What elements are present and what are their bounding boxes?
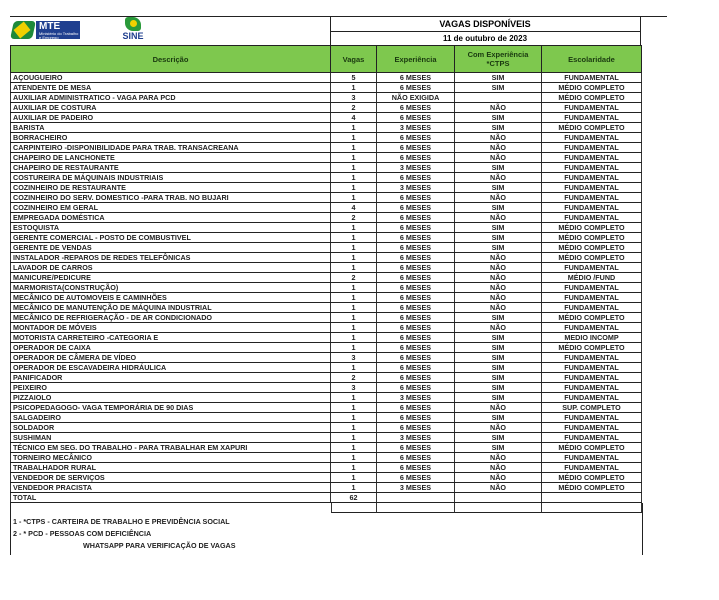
cell-exp: 6 MESES — [377, 103, 455, 113]
footnote-ctps: 1 - *CTPS - CARTEIRA DE TRABALHO E PREVIDÊNCIA SOCIAL — [13, 517, 230, 526]
cell-esc: FUNDAMENTAL — [542, 383, 642, 393]
cell-ctps: SIM — [455, 113, 542, 123]
cell-exp: 6 MESES — [377, 113, 455, 123]
cell-exp: 6 MESES — [377, 153, 455, 163]
cell-ctps: SIM — [455, 313, 542, 323]
cell-esc: FUNDAMENTAL — [542, 183, 642, 193]
cell-ctps: NÃO — [455, 453, 542, 463]
cell-desc: AÇOUGUEIRO — [11, 73, 331, 83]
cell-vagas: 1 — [331, 333, 377, 343]
cell-desc: PSICOPEDAGOGO- VAGA TEMPORÁRIA DE 90 DIAS — [11, 403, 331, 413]
mte-logo — [12, 20, 84, 40]
cell-vagas: 1 — [331, 233, 377, 243]
mte-logo-text: MTE — [39, 21, 61, 32]
cell-vagas: 1 — [331, 183, 377, 193]
cell-desc: BARISTA — [11, 123, 331, 133]
cell-vagas: 1 — [331, 403, 377, 413]
cell-esc: FUNDAMENTAL — [542, 153, 642, 163]
cell-exp: 6 MESES — [377, 343, 455, 353]
cell-esc: FUNDAMENTAL — [542, 353, 642, 363]
cell-desc: CARPINTEIRO -DISPONIBILIDADE PARA TRAB. TRANSACREANA — [11, 143, 331, 153]
cell-ctps: NÃO — [455, 473, 542, 483]
cell-exp: 6 MESES — [377, 203, 455, 213]
cell-esc: MÉDIO COMPLETO — [542, 83, 642, 93]
cell-esc: FUNDAMENTAL — [542, 103, 642, 113]
cell-ctps: NÃO — [455, 323, 542, 333]
cell-desc: MARMORISTA(CONSTRUÇÃO) — [11, 283, 331, 293]
cell-exp: 6 MESES — [377, 293, 455, 303]
sine-logo-text: SINE — [122, 31, 144, 41]
cell-esc: FUNDAMENTAL — [542, 303, 642, 313]
table-row — [11, 213, 642, 223]
cell-desc: TORNEIRO MECÂNICO — [11, 453, 331, 463]
cell-vagas: 1 — [331, 433, 377, 443]
column-header-vagas: Vagas — [331, 46, 377, 73]
cell-esc: FUNDAMENTAL — [542, 283, 642, 293]
cell-vagas: 3 — [331, 93, 377, 103]
cell-esc: FUNDAMENTAL — [542, 323, 642, 333]
cell-vagas: 1 — [331, 313, 377, 323]
cell-ctps: SIM — [455, 163, 542, 173]
cell-exp: 6 MESES — [377, 213, 455, 223]
cell-ctps: NÃO — [455, 463, 542, 473]
cell-vagas: 3 — [331, 353, 377, 363]
cell-esc: FUNDAMENTAL — [542, 113, 642, 123]
cell-ctps: NÃO — [455, 273, 542, 283]
cell-ctps: SIM — [455, 413, 542, 423]
cell-ctps: SIM — [455, 343, 542, 353]
cell-esc: MÉDIO COMPLETO — [542, 343, 642, 353]
cell-desc: INSTALADOR -REPAROS DE REDES TELEFÔNICAS — [11, 253, 331, 263]
cell-ctps: SIM — [455, 383, 542, 393]
logo-area — [10, 17, 331, 45]
cell-esc: MÉDIO COMPLETO — [542, 123, 642, 133]
cell-ctps: NÃO — [455, 303, 542, 313]
cell-desc: OPERADOR DE CAIXA — [11, 343, 331, 353]
table-row — [11, 423, 642, 433]
cell-ctps: SIM — [455, 353, 542, 363]
cell-exp: 6 MESES — [377, 313, 455, 323]
table-row — [11, 343, 642, 353]
cell-esc: FUNDAMENTAL — [542, 453, 642, 463]
cell-desc: COZINHEIRO DO SERV. DOMESTICO -PARA TRAB. NO BUJARI — [11, 193, 331, 203]
table-row — [11, 363, 642, 373]
cell-vagas: 3 — [331, 383, 377, 393]
cell-exp: 6 MESES — [377, 373, 455, 383]
cell-ctps: NÃO — [455, 133, 542, 143]
cell-ctps: SIM — [455, 223, 542, 233]
cell-desc: AUXILIAR DE PADEIRO — [11, 113, 331, 123]
cell-esc: FUNDAMENTAL — [542, 363, 642, 373]
cell-vagas: 1 — [331, 443, 377, 453]
vacancy-sheet — [10, 16, 667, 555]
cell-esc: FUNDAMENTAL — [542, 373, 642, 383]
cell-exp: 6 MESES — [377, 463, 455, 473]
cell-vagas: 1 — [331, 253, 377, 263]
cell-exp: 3 MESES — [377, 393, 455, 403]
table-row — [11, 393, 642, 403]
cell-vagas: 1 — [331, 153, 377, 163]
cell-exp: 6 MESES — [377, 473, 455, 483]
cell-esc: FUNDAMENTAL — [542, 203, 642, 213]
table-row — [11, 133, 642, 143]
cell-ctps: NÃO — [455, 103, 542, 113]
cell-desc: PANIFICADOR — [11, 373, 331, 383]
cell-desc: PEIXEIRO — [11, 383, 331, 393]
cell-exp: 6 MESES — [377, 263, 455, 273]
cell-vagas: 1 — [331, 143, 377, 153]
cell-desc: COSTUREIRA DE MÁQUINAIS INDUSTRIAIS — [11, 173, 331, 183]
cell-desc: GERENTE COMERCIAL - POSTO DE COMBUSTIVEL — [11, 233, 331, 243]
table-row — [11, 273, 642, 283]
cell-exp: 6 MESES — [377, 363, 455, 373]
table-row — [11, 383, 642, 393]
cell-desc: ATENDENTE DE MESA — [11, 83, 331, 93]
cell-exp: 3 MESES — [377, 433, 455, 443]
cell-vagas: 2 — [331, 213, 377, 223]
table-row — [11, 323, 642, 333]
brazil-flag-icon — [10, 21, 36, 39]
cell-esc: MÉDIO COMPLETO — [542, 313, 642, 323]
cell-exp: 6 MESES — [377, 273, 455, 283]
cell-esc: FUNDAMENTAL — [542, 163, 642, 173]
cell-esc: FUNDAMENTAL — [542, 413, 642, 423]
table-row — [11, 153, 642, 163]
table-row — [11, 83, 642, 93]
cell-vagas: 1 — [331, 163, 377, 173]
cell-exp: 6 MESES — [377, 413, 455, 423]
cell-ctps: NÃO — [455, 483, 542, 493]
cell-desc: BORRACHEIRO — [11, 133, 331, 143]
cell-desc: MOTORISTA CARRETEIRO -CATEGORIA E — [11, 333, 331, 343]
table-row — [11, 103, 642, 113]
cell-ctps: SIM — [455, 123, 542, 133]
cell-exp: 6 MESES — [377, 403, 455, 413]
cell-desc: TRABALHADOR RURAL — [11, 463, 331, 473]
cell-desc: MECÂNICO DE MANUTENÇÃO DE MÁQUINA INDUSTRIAL — [11, 303, 331, 313]
cell-exp: 6 MESES — [377, 443, 455, 453]
cell-exp: 6 MESES — [377, 333, 455, 343]
cell-esc: FUNDAMENTAL — [542, 143, 642, 153]
sine-mark-icon — [125, 17, 141, 31]
cell-desc: ESTOQUISTA — [11, 223, 331, 233]
table-row — [11, 193, 642, 203]
cell-ctps: SIM — [455, 373, 542, 383]
cell-exp: 3 MESES — [377, 123, 455, 133]
table-body — [11, 73, 642, 493]
cell-esc: FUNDAMENTAL — [542, 193, 642, 203]
cell-desc: OPERADOR DE ESCAVADEIRA HIDRÁULICA — [11, 363, 331, 373]
cell-desc: CHAPEIRO DE LANCHONETE — [11, 153, 331, 163]
cell-vagas: 1 — [331, 83, 377, 93]
cell-desc: SOLDADOR — [11, 423, 331, 433]
cell-desc: CHAPEIRO DE RESTAURANTE — [11, 163, 331, 173]
cell-vagas: 4 — [331, 113, 377, 123]
table-row — [11, 123, 642, 133]
cell-exp: NÃO EXIGIDA — [377, 93, 455, 103]
cell-ctps: SIM — [455, 333, 542, 343]
cell-esc: FUNDAMENTAL — [542, 293, 642, 303]
table-row — [11, 223, 642, 233]
whatsapp-note: WHATSAPP PARA VERIFICAÇÃO DE VAGAS — [83, 541, 236, 550]
cell-ctps: NÃO — [455, 263, 542, 273]
table-row — [11, 93, 642, 103]
cell-ctps: SIM — [455, 183, 542, 193]
cell-ctps: SIM — [455, 83, 542, 93]
cell-esc: FUNDAMENTAL — [542, 213, 642, 223]
column-header-escolaridade: Escolaridade — [542, 46, 642, 73]
cell-desc: LAVADOR DE CARROS — [11, 263, 331, 273]
cell-exp: 6 MESES — [377, 453, 455, 463]
cell-vagas: 1 — [331, 393, 377, 403]
cell-vagas: 1 — [331, 223, 377, 233]
page-title: VAGAS DISPONÍVEIS — [330, 17, 640, 32]
cell-esc: MÉDIO COMPLETO — [542, 483, 642, 493]
cell-vagas: 1 — [331, 473, 377, 483]
total-label: TOTAL — [11, 493, 331, 503]
cell-ctps: NÃO — [455, 403, 542, 413]
cell-desc: MANICURE/PEDICURE — [11, 273, 331, 283]
cell-desc: COZINHEIRO DE RESTAURANTE — [11, 183, 331, 193]
cell-desc: EMPREGADA DOMÉSTICA — [11, 213, 331, 223]
cell-esc: FUNDAMENTAL — [542, 423, 642, 433]
table-row — [11, 143, 642, 153]
cell-exp: 3 MESES — [377, 483, 455, 493]
cell-ctps: NÃO — [455, 153, 542, 163]
table-row — [11, 463, 642, 473]
cell-vagas: 1 — [331, 243, 377, 253]
total-row — [11, 493, 642, 503]
cell-ctps: NÃO — [455, 253, 542, 263]
cell-exp: 6 MESES — [377, 283, 455, 293]
table-header-row — [11, 46, 642, 73]
cell-esc: FUNDAMENTAL — [542, 133, 642, 143]
cell-esc: MÉDIO COMPLETO — [542, 253, 642, 263]
cell-ctps: NÃO — [455, 143, 542, 153]
table-row — [11, 313, 642, 323]
cell-desc: MONTADOR DE MÓVEIS — [11, 323, 331, 333]
cell-ctps: SIM — [455, 393, 542, 403]
cell-vagas: 1 — [331, 173, 377, 183]
cell-ctps: SIM — [455, 363, 542, 373]
cell-desc: OPERADOR DE CÂMERA DE VÍDEO — [11, 353, 331, 363]
cell-esc: MÉDIO COMPLETO — [542, 243, 642, 253]
table-row — [11, 113, 642, 123]
cell-exp: 6 MESES — [377, 353, 455, 363]
page-date: 11 de outubro de 2023 — [442, 34, 528, 43]
table-row — [11, 303, 642, 313]
sine-logo — [116, 17, 150, 45]
cell-vagas: 1 — [331, 483, 377, 493]
cell-ctps: SIM — [455, 233, 542, 243]
cell-vagas: 1 — [331, 423, 377, 433]
cell-vagas: 1 — [331, 343, 377, 353]
cell-esc: MÉDIO COMPLETO — [542, 473, 642, 483]
table-row — [11, 263, 642, 273]
cell-vagas: 2 — [331, 273, 377, 283]
table-row — [11, 243, 642, 253]
title-area — [330, 17, 641, 45]
table-row — [11, 173, 642, 183]
footnote-pcd: 2 - * PCD - PESSOAS COM DEFICIÊNCIA — [13, 529, 152, 538]
cell-desc: COZINHEIRO EM GERAL — [11, 203, 331, 213]
table-row — [11, 163, 642, 173]
cell-ctps: SIM — [455, 433, 542, 443]
cell-vagas: 1 — [331, 323, 377, 333]
cell-desc: VENDEDOR DE SERVIÇOS — [11, 473, 331, 483]
cell-esc: MÉDIO COMPLETO — [542, 443, 642, 453]
sheet-header — [10, 16, 667, 45]
cell-exp: 6 MESES — [377, 233, 455, 243]
cell-desc: MECÂNICO DE AUTOMOVEIS E CAMINHÕES — [11, 293, 331, 303]
vacancy-table — [10, 45, 642, 503]
table-row — [11, 373, 642, 383]
cell-ctps: SIM — [455, 73, 542, 83]
table-row — [11, 283, 642, 293]
cell-vagas: 1 — [331, 123, 377, 133]
cell-esc: MEDIO INCOMP — [542, 333, 642, 343]
cell-vagas: 1 — [331, 263, 377, 273]
cell-desc: MECÂNICO DE REFRIGERAÇÃO - DE AR CONDICIONADO — [11, 313, 331, 323]
cell-ctps: SIM — [455, 443, 542, 453]
table-row — [11, 453, 642, 463]
total-value: 62 — [331, 493, 377, 503]
table-row — [11, 293, 642, 303]
cell-exp: 6 MESES — [377, 423, 455, 433]
cell-esc: FUNDAMENTAL — [542, 73, 642, 83]
table-row — [11, 183, 642, 193]
cell-desc: PIZZAIOLO — [11, 393, 331, 403]
column-header-descricao: Descrição — [11, 46, 331, 73]
cell-esc: FUNDAMENTAL — [542, 263, 642, 273]
blank-row — [331, 503, 642, 513]
cell-exp: 6 MESES — [377, 73, 455, 83]
cell-vagas: 1 — [331, 193, 377, 203]
cell-ctps: SIM — [455, 243, 542, 253]
table-row — [11, 253, 642, 263]
cell-exp: 6 MESES — [377, 383, 455, 393]
cell-exp: 6 MESES — [377, 323, 455, 333]
cell-ctps — [455, 93, 542, 103]
table-row — [11, 333, 642, 343]
table-row — [11, 413, 642, 423]
cell-vagas: 1 — [331, 133, 377, 143]
cell-esc: MÉDIO COMPLETO — [542, 223, 642, 233]
cell-exp: 6 MESES — [377, 303, 455, 313]
cell-ctps: SIM — [455, 203, 542, 213]
column-header-experiencia: Experiência — [377, 46, 455, 73]
cell-desc: AUXILIAR ADMINISTRATICO - VAGA PARA PCD — [11, 93, 331, 103]
cell-vagas: 1 — [331, 293, 377, 303]
cell-exp: 6 MESES — [377, 173, 455, 183]
cell-desc: TÉCNICO EM SEG. DO TRABALHO - PARA TRABALHAR EM XAPURI — [11, 443, 331, 453]
cell-exp: 6 MESES — [377, 193, 455, 203]
cell-exp: 6 MESES — [377, 223, 455, 233]
cell-esc: MÉDIO COMPLETO — [542, 233, 642, 243]
cell-vagas: 1 — [331, 453, 377, 463]
cell-vagas: 1 — [331, 363, 377, 373]
cell-vagas: 4 — [331, 203, 377, 213]
table-row — [11, 443, 642, 453]
table-row — [11, 203, 642, 213]
cell-esc: SUP. COMPLETO — [542, 403, 642, 413]
cell-ctps: NÃO — [455, 293, 542, 303]
cell-vagas: 1 — [331, 283, 377, 293]
table-row — [11, 473, 642, 483]
cell-esc: FUNDAMENTAL — [542, 463, 642, 473]
cell-vagas: 2 — [331, 373, 377, 383]
cell-esc: FUNDAMENTAL — [542, 173, 642, 183]
cell-esc: FUNDAMENTAL — [542, 393, 642, 403]
cell-esc: MÉDIO /FUND — [542, 273, 642, 283]
cell-vagas: 1 — [331, 303, 377, 313]
cell-exp: 6 MESES — [377, 133, 455, 143]
cell-exp: 3 MESES — [377, 183, 455, 193]
cell-exp: 3 MESES — [377, 163, 455, 173]
cell-desc: SALGADEIRO — [11, 413, 331, 423]
table-row — [11, 433, 642, 443]
mte-logo-subtext: Ministério do Trabalho e Emprego — [39, 31, 79, 40]
cell-vagas: 1 — [331, 413, 377, 423]
cell-vagas: 1 — [331, 463, 377, 473]
cell-ctps: NÃO — [455, 213, 542, 223]
cell-ctps: NÃO — [455, 193, 542, 203]
table-row — [11, 73, 642, 83]
cell-esc: FUNDAMENTAL — [542, 433, 642, 443]
cell-exp: 6 MESES — [377, 143, 455, 153]
table-row — [11, 233, 642, 243]
table-row — [11, 353, 642, 363]
cell-desc: GERENTE DE VENDAS — [11, 243, 331, 253]
cell-ctps: NÃO — [455, 283, 542, 293]
cell-desc: VENDEDOR PRACISTA — [11, 483, 331, 493]
cell-vagas: 2 — [331, 103, 377, 113]
cell-exp: 6 MESES — [377, 243, 455, 253]
table-row — [11, 483, 642, 493]
column-header-ctps: Com Experiência *CTPS — [455, 46, 542, 73]
cell-esc: MÉDIO COMPLETO — [542, 93, 642, 103]
cell-desc: SUSHIMAN — [11, 433, 331, 443]
cell-vagas: 5 — [331, 73, 377, 83]
cell-desc: AUXILIAR DE COSTURA — [11, 103, 331, 113]
table-row — [11, 403, 642, 413]
footnotes — [10, 503, 643, 555]
cell-ctps: NÃO — [455, 423, 542, 433]
cell-exp: 6 MESES — [377, 253, 455, 263]
cell-exp: 6 MESES — [377, 83, 455, 93]
cell-ctps: NÃO — [455, 173, 542, 183]
